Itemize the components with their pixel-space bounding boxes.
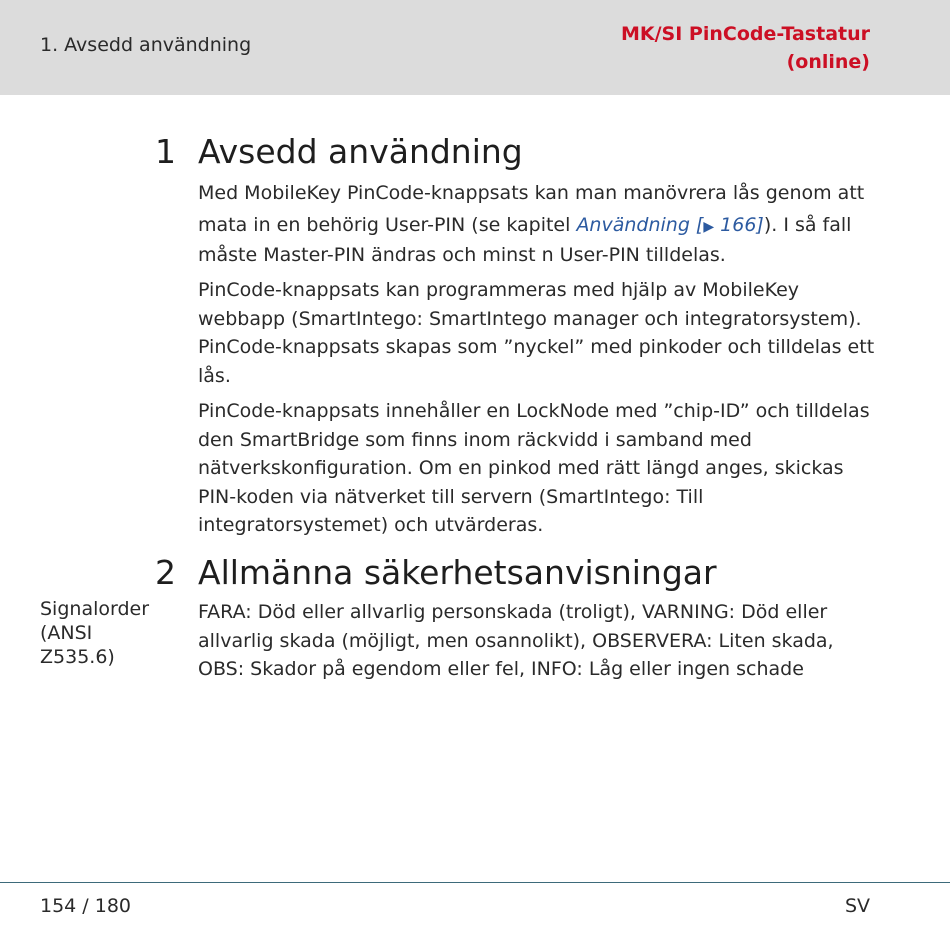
text-line: PinCode-knappsats innehåller en LockNode med ”chip-ID” och tilldelas	[198, 400, 870, 422]
arrow-right-icon: ▶	[703, 218, 715, 235]
text-line	[198, 211, 878, 242]
margin-note-line: Z535.6)	[40, 646, 115, 668]
margin-note-line: (ANSI	[40, 622, 93, 644]
section1-paragraph3	[198, 397, 878, 540]
section1-heading	[155, 132, 523, 171]
text-line: nätverkskonfiguration. Om en pinkod med rätt längd anges, skickas	[198, 457, 844, 479]
section2-paragraph1	[198, 598, 878, 684]
text-line: lås.	[198, 364, 231, 387]
product-title-line1: MK/SI PinCode-Tastatur	[620, 23, 870, 45]
xref-page: 166]	[714, 213, 764, 236]
section2-title: Allmänna säkerhetsanvisningar	[198, 553, 717, 592]
section1-paragraph2	[198, 276, 878, 390]
product-title-line2: (online)	[786, 51, 870, 73]
page-header	[0, 0, 950, 95]
section1-title: Avsedd användning	[198, 132, 523, 171]
language-code: SV	[844, 895, 870, 917]
text-fragment: ). I så fall	[763, 213, 852, 236]
text-line: måste Master-PIN ändras och minst n User-PIN tilldelas.	[198, 244, 726, 266]
text-line: PinCode-knappsats skapas som ”nyckel” med pinkoder och tilldelas ett	[198, 336, 875, 358]
margin-note-line: Signalorder	[40, 598, 150, 620]
section2-heading	[155, 553, 717, 592]
text-line: FARA: Död eller allvarlig personskada (troligt), VARNING: Död eller	[198, 601, 828, 623]
xref-label: Användning [	[576, 213, 704, 236]
text-line: allvarlig skada (möjligt, men osannolikt), OBSERVERA: Liten skada,	[198, 629, 834, 652]
section1-paragraph1	[198, 179, 878, 270]
text-fragment: mata in en behörig User-PIN (se kapitel	[198, 213, 577, 236]
text-line: OBS: Skador på egendom eller fel, INFO: Låg eller ingen schade	[198, 658, 804, 680]
product-title	[621, 20, 870, 76]
footer-divider	[0, 882, 950, 883]
signal-word-margin-note	[40, 597, 149, 669]
section1-number: 1	[155, 132, 176, 171]
text-line: Med MobileKey PinCode-knappsats kan man manövrera lås genom att	[198, 182, 865, 204]
cross-reference-link[interactable]	[576, 214, 763, 236]
section2-number: 2	[155, 553, 176, 592]
text-line: PIN-koden via nätverket till servern (SmartIntego: Till	[198, 485, 704, 508]
page-number: 154 / 180	[40, 895, 132, 917]
text-line: PinCode-knappsats kan programmeras med hjälp av MobileKey	[198, 279, 800, 301]
text-line: den SmartBridge som finns inom räckvidd i samband med	[198, 428, 752, 451]
text-line: integratorsystemet) och utvärderas.	[198, 514, 544, 536]
text-line: webbapp (SmartIntego: SmartIntego manager och integratorsystem).	[198, 307, 862, 330]
running-section-title: 1. Avsedd användning	[40, 34, 252, 56]
